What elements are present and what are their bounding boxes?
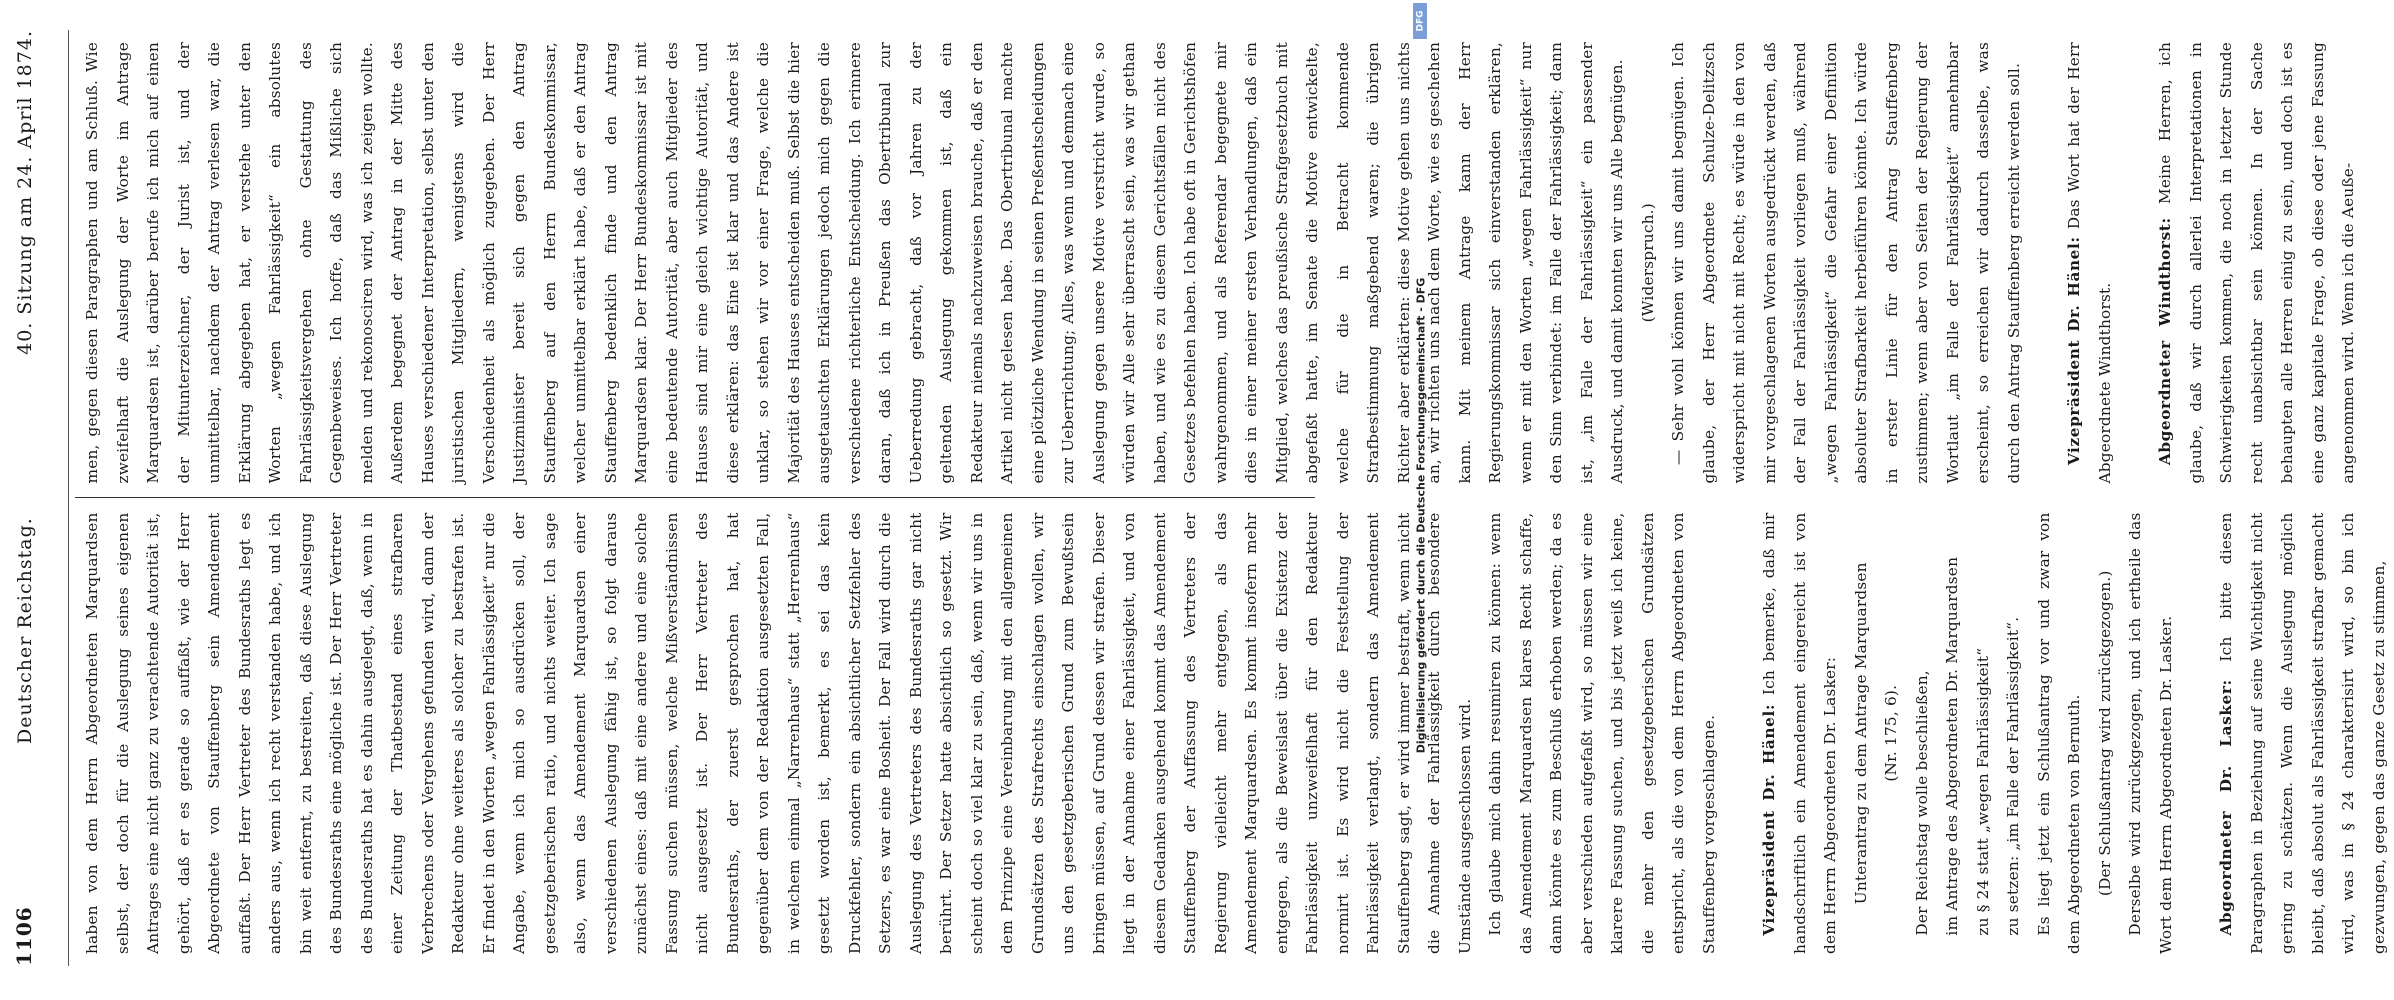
digitization-note <box>1411 40 1431 990</box>
amendment-line: zu § 24 statt „wegen Fahrlässigkeit“ <box>1973 647 1992 936</box>
paragraph: — Sehr wohl können wir uns damit begnügen. Ich glaube, der Herr Abgeordnete Schulze-Delitzsch widerspricht mit nicht mit Recht; es würde in den von mir vorgeschlagenen Worten ausgedrückt werden, daß der Fall der Fahrlässigkeit vorliegen muß, während „wegen Fahrlässigkeit“ die Gefahr einer Definition absoluter Strafbarkeit herbeiführen könnte. Ich würde in erster Linie für den Antrag Stauffenberg zustimmen; wenn aber von Seiten der Regierung der Wortlaut „im Falle der Fahrlässigkeit“ annehmbar erscheint, so erreichen wir dadurch dasselbe, was durch den Antrag Stauffenberg erreicht werden soll. <box>1669 42 2023 484</box>
session-title: 40. Sitzung am 24. April 1874. <box>14 30 36 355</box>
speaker-name: Vizepräsident Dr. Hänel: <box>1760 703 1778 936</box>
stage-direction: (Widerspruch.) <box>1638 203 1657 323</box>
amendment-ref: (Nr. 175, 6). <box>1882 684 1900 782</box>
amendment-line: im Antrage des Abgeordneten Dr. Marquardsen <box>1943 556 1961 936</box>
stage-direction: (Der Schlußantrag wird zurückgezogen.) <box>2095 570 2114 897</box>
dfg-logo <box>1413 3 1427 39</box>
paragraph: Ich glaube mich dahin resumiren zu können: wenn das Amendement Marquardsen klares Recht schaffe, dann könnte es zum Beschluß erhoben werden; da es aber verschieden aufgefaßt wird, so müssen wir eine klarere Fassung suchen, und bis jetzt weiß ich keine, die mehr den gesetzgeberischen Grundsätzen entspricht, als die von dem Herrn Abgeordneten von Stauffenberg vorgeschlagene. <box>1486 512 1718 954</box>
paragraph: haben von dem Herrn Abgeordneten Marquardsen selbst, der doch für die Auslegung seines eigenen Antrages eine nicht ganz zu verachtende Autorität ist, gehört, daß er es gerade so auffaßt, wie der Herr Abgeordnete von Stauffenberg sein Amendement auffaßt. Der Herr Vertreter des Bundesraths legt es anders aus, wenn ich recht verstanden habe, und ich bin weit entfernt, zu bestreiten, daß diese Auslegung des Bundesraths eine mögliche ist. Der Herr Vertreter des Bundesraths hat es dahin ausgelegt, daß, wenn in einer Zeitung der Thatbestand eines strafbaren Verbrechens oder Vergehens gefunden wird, dann der Redakteur ohne weiteres als solcher zu bestrafen ist. Er findet in den Worten „wegen Fahrlässigkeit“ nur die Angabe, wenn ich mich so ausdrücken soll, der gesetzgeberischen ratio, und nichts weiter. Ich sage also, wenn das Amendement Marquardsen einer verschiedenen Auslegung fähig ist, so folgt daraus zunächst eines: daß mit eine andere und eine solche Fassung suchen müssen, welche Mißverständnissen nicht ausgesetzt ist. Der Herr Vertreter des Bundesraths, der zuerst gesprochen hat, hat gegenüber dem von der Redaktion ausgesetzten Fall, in welchem einmal „Narrenhaus“ statt „Herrenhaus“ gesetzt worden ist, bemerkt, es sei das kein Druckfehler, sondern ein absichtlicher Setzfehler des Setzers, es war eine Bosheit. Der Fall wird durch die Auslegung des Vertreters des Bundesraths gar nicht berührt. Der Setzer hatte absichtlich so gesetzt. Wir scheint doch so viel klar zu sein, daß, wenn wir uns in dem Prinzipe eine Vereinbarung mit den allgemeinen Grundsätzen des Strafrechts einschlagen wollen, wir uns den gesetzgeberischen Grund zum Bewußtsein bringen müssen, auf Grund dessen wir strafen. Dieser liegt in der Annahme einer Fahrlässigkeit, und von diesem Gedanken ausgehend kommt das Amendement Stauffenberg der Auffassung des Vertreters der Regierung vielleicht mehr entgegen, als das Amendement Marquardsen. Es kommt insofern mehr entgegen, als die Beweislast über die Existenz der Fahrlässigkeit unzweifelhaft für den Redakteur normirt ist. Es wird nicht die Feststellung der Fahrlässigkeit verlangt, sondern das Amendement Stauffenberg sagt, er wird immer bestraft, wenn nicht die Annahme der Fahrlässigkeit durch besondere Umstände ausgeschlossen wird. <box>83 512 1474 954</box>
paragraph: Das Wort hat der Herr Abgeordnete Windthorst. <box>2065 41 2114 484</box>
amendment-line: zu setzen: „im Falle der Fahrlässigkeit“. <box>2004 616 2022 936</box>
paragraph: Meine Herren, ich glaube, daß wir durch allerlei Interpretationen in Schwierigkeiten kommen, die noch in letzter Stunde recht unabsichtbar sein können. In der Sache behaupten alle Herren einig zu sein, und doch ist es eine ganz kapitale Frage, ob diese oder jene Fassung angenommen wird. Wenn ich die Aeuße- <box>2156 41 2357 484</box>
paragraph: Ich bemerke, daß mir handschriftlich ein Amendement eingereicht ist von dem Herrn Abgeordneten Dr. Lasker: <box>1760 512 1839 954</box>
paragraph: Es liegt jetzt ein Schlußantrag vor und zwar von dem Abgeordneten von Bernuth. <box>2034 512 2083 954</box>
dfg-logo-text: DFG <box>1415 10 1426 32</box>
amendment-line: Der Reichstag wolle beschließen, <box>1912 670 1931 936</box>
paragraph: Derselbe wird zurückgezogen, und ich ertheile das Wort dem Herrn Abgeordneten Dr. Lasker. <box>2126 512 2175 954</box>
page-number: 1106 <box>12 906 36 966</box>
speaker-name: Abgeordneter Windthorst: <box>2156 217 2174 466</box>
page-header <box>12 30 69 966</box>
amendment-title: Unterantrag zu dem Antrage Marquardsen <box>1851 562 1870 905</box>
digitization-note-text: Digitalisierung gefördert durch die Deutsche Forschungsgemeinschaft - DFG <box>1414 277 1428 753</box>
paragraph: men, gegen diesen Paragraphen und am Schluß. Wie zweifelhaft die Auslegung der Worte im Antrage Marquardsen ist, darüber berufe ich mich auf einen der Mitunterzeichner, der Jurist ist, und der unmittelbar, nachdem der Antrag verlesen war, die Erklärung abgegeben hat, er verstehe unter den Worten „wegen Fahrlässigkeit“ ein absolutes Fahrlässigkeitsvergehen ohne Gestattung des Gegenbeweises. Ich hoffe, daß das Mißliche sich melden und rekonosciren wird, was ich zeigen wollte. Außerdem begegnet der Antrag in der Mitte des Hauses verschiedener Interpretation, selbst unter den juristischen Mitgliedern, wenigstens wird die Verschiedenheit als möglich zugegeben. Der Herr Justizminister bereit sich gegen den Antrag Stauffenberg auf den Herrn Bundeskommissar, welcher unmittelbar erklärt habe, daß er den Antrag Stauffenberg bedenklich finde und den Antrag Marquardsen klar. Der Herr Bundeskommissar ist mit eine bedeutende Autorität, aber auch Mitglieder des Hauses sind mir eine gleich wichtige Autorität, und diese erklären: das Eine ist klar und das Andere ist unklar, so stehen wir vor einer Frage, welche die Majorität des Hauses entscheiden muß. Selbst die hier ausgetauschten Erklärungen jedoch mich gegen die verschiedene richterliche Entscheidung. Ich erinnere daran, daß ich in Preußen das Obertribunal zur Ueberredung gebracht, daß vor Jahren zu der geltenden Auslegung gekommen ist, daß ein Redakteur niemals nachzuweisen brauche, daß er den Artikel nicht gelesen habe. Das Obertribunal machte eine plötzliche Wendung in seinen Preßentscheidungen zur Ueberrichtung; Alles, was wenn und demnach eine Auslegung gegen unsere Motive verstricht wurde, so würden wir Alle sehr überrascht sein, was wir gethan haben, und wie es zu diesem Gerichtsfällen nicht des Gesetzes befehlen haben. Ich habe oft in Gerichtshöfen wahrgenommen, und als Referendar begegnete mir dies in einer meiner ersten Verhandlungen, daß ein Mitglied, welches das preußische Strafgesetzbuch mit abgefaßt hatte, im Senate die Motive entwickelte, welche für die in Betracht kommende Strafbestimmung maßgebend waren; die übrigen Richter aber erklärten: diese Motive gehen uns nichts an, wir richten uns nach dem Worte, wie es geschehen kann. Mit meinem Antrage kann der Herr Regierungskommissar sich einverstanden erklären, wenn er mit den Worten „wegen Fahrlässigkeit“ nur den Sinn verbindet: im Falle der Fahrlässigkeit; dann ist, „im Falle der Fahrlässigkeit“ ein passender Ausdruck, und damit konnten wir uns Alle begnügen. <box>83 42 1626 484</box>
column-divider <box>75 498 1315 499</box>
paragraph: Ich bitte diesen Paragraphen in Beziehung auf seine Wichtigkeit nicht gering zu schätzen. Wenn die Auslegung möglich bleibt, daß absolut als Fahrlässigkeit strafbar gemacht wird, was in § 24 charakterisirt wird, so bin ich gezwungen, gegen das ganze Gesetz zu stimmen, <box>2217 512 2388 954</box>
speaker-name: Vizepräsident Dr. Hänel: <box>2065 236 2083 466</box>
publication-title: Deutscher Reichstag. <box>14 517 36 744</box>
right-column <box>75 30 2357 496</box>
speaker-name: Abgeordneter Dr. Lasker: <box>2217 679 2235 936</box>
